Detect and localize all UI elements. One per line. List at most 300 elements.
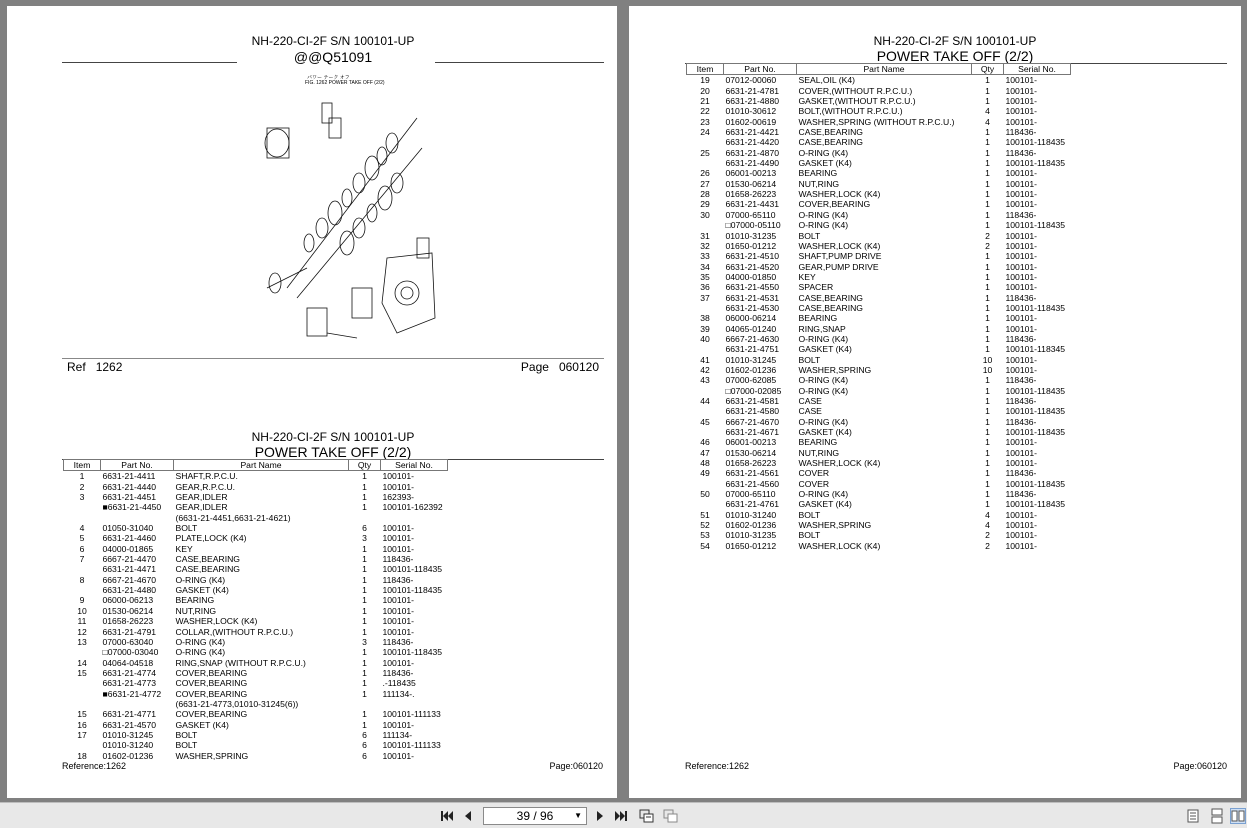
- left-header-code: @@Q51091: [293, 49, 373, 65]
- row-part-no: [101, 513, 174, 523]
- table-row: [687, 344, 1071, 354]
- single-page-icon[interactable]: [1185, 808, 1201, 824]
- row-serial-no: 100101-: [1005, 313, 1038, 324]
- row-part-no: 6631-21-4451: [102, 492, 157, 503]
- row-item: 15: [77, 667, 87, 678]
- row-serial-no: 100101-: [382, 471, 415, 482]
- row-item: [687, 406, 724, 416]
- row-item: 1: [79, 471, 85, 482]
- row-part-name: O-RING (K4): [175, 636, 226, 647]
- row-part-name: WASHER,LOCK (K4): [798, 540, 881, 551]
- row-serial-no: 118436-: [1005, 489, 1037, 500]
- header-rule-left: [62, 62, 237, 63]
- row-item: [64, 699, 101, 709]
- row-part-name: GEAR,IDLER: [175, 502, 228, 513]
- row-serial-no: 100101-: [1005, 520, 1038, 531]
- row-qty: 1: [362, 678, 367, 689]
- table-row: [64, 647, 448, 657]
- table-row: [687, 96, 1071, 106]
- row-serial-no: 100101-: [382, 719, 415, 730]
- table-row: [64, 658, 448, 668]
- row-qty: 1: [985, 396, 990, 406]
- table-row: [687, 365, 1071, 375]
- row-serial-no: 100101-118435: [1005, 158, 1066, 169]
- row-qty: 6: [362, 750, 367, 761]
- row-part-no: 6631-21-4561: [725, 468, 780, 479]
- table-row: [64, 627, 448, 637]
- row-item: 31: [700, 230, 710, 241]
- row-item: 49: [700, 468, 710, 479]
- row-part-name: O-RING (K4): [175, 647, 226, 658]
- row-item: 29: [700, 199, 710, 210]
- row-item: [687, 220, 724, 230]
- row-part-name: CASE,BEARING: [798, 292, 863, 303]
- chevron-down-icon: ▼: [574, 811, 582, 820]
- row-part-name: COVER,BEARING: [175, 688, 248, 699]
- row-part-no: 01010-30612: [725, 106, 777, 117]
- col-serial-no: Serial No.: [381, 460, 448, 471]
- row-item: 38: [700, 313, 710, 324]
- row-serial-no: 100101-: [1005, 509, 1038, 520]
- row-serial-no: 100101-: [1005, 540, 1038, 551]
- row-item: 44: [700, 396, 710, 406]
- row-qty: 1: [985, 85, 990, 96]
- row-part-name: CASE,BEARING: [798, 302, 863, 313]
- table-row: [687, 303, 1071, 313]
- row-part-no: 6631-21-4671: [725, 427, 780, 438]
- row-part-no: 6631-21-4781: [725, 85, 780, 96]
- row-item: 28: [700, 189, 710, 200]
- row-qty: 1: [985, 292, 990, 303]
- row-serial-no: 100101-: [1005, 96, 1038, 107]
- row-part-name: COVER: [798, 468, 830, 479]
- table-row: [64, 575, 448, 585]
- left-footer-page: Page:060120: [549, 761, 603, 771]
- row-part-no: 07000-62085: [725, 375, 777, 386]
- row-item: 30: [700, 209, 710, 220]
- ref-bar-left: [67, 360, 122, 374]
- row-item: 33: [700, 251, 710, 262]
- row-item: 9: [79, 595, 85, 606]
- row-item: 2: [79, 481, 85, 492]
- row-serial-no: 100101-: [1005, 199, 1038, 210]
- col-item: Item: [687, 64, 724, 75]
- row-part-name: KEY: [175, 543, 193, 554]
- row-item: 47: [700, 447, 710, 458]
- row-qty: 1: [985, 427, 990, 438]
- row-part-name: SEAL,OIL (K4): [798, 75, 856, 86]
- table-row: [64, 709, 448, 719]
- row-part-no: 01658-26223: [725, 458, 777, 469]
- facing-pages-icon[interactable]: [1209, 808, 1225, 824]
- row-item: 46: [700, 437, 710, 448]
- table-row: [687, 541, 1071, 551]
- row-part-name: COVER,BEARING: [175, 667, 248, 678]
- row-serial-no: 118436-: [1005, 127, 1037, 138]
- table-row: [687, 489, 1071, 499]
- row-item: 8: [79, 574, 85, 585]
- row-qty: 2: [985, 230, 990, 241]
- row-qty: 1: [362, 564, 367, 575]
- row-item: 20: [700, 85, 710, 96]
- row-serial-no: 100101-: [382, 481, 415, 492]
- row-part-name: SPACER: [798, 282, 834, 293]
- row-item: 39: [700, 323, 710, 334]
- row-part-no: ■6631-21-4450: [102, 502, 162, 513]
- row-part-name: GASKET (K4): [175, 719, 229, 730]
- table-row: [64, 585, 448, 595]
- row-part-no: 6631-21-4460: [102, 533, 157, 544]
- figure-caption: FIG. 1262 POWER TAKE OFF (2/2): [305, 80, 385, 86]
- row-part-no: 6631-21-4520: [725, 261, 780, 272]
- right-footer-page: Page:060120: [1173, 761, 1227, 771]
- row-qty: 1: [362, 709, 367, 720]
- table-row: [687, 313, 1071, 323]
- row-part-no: 6631-21-4581: [725, 396, 780, 406]
- row-qty: 6: [362, 523, 367, 534]
- row-qty: 1: [362, 657, 367, 668]
- row-part-name: GASKET (K4): [798, 158, 852, 169]
- row-part-name: O-RING (K4): [798, 220, 849, 231]
- row-item: 21: [700, 96, 710, 107]
- row-part-no: [101, 699, 174, 709]
- row-serial-no: 100101-: [1005, 168, 1038, 179]
- row-serial-no: 100101-118435: [1005, 220, 1066, 231]
- row-part-no: 6631-21-4870: [725, 147, 780, 158]
- table-row: [687, 241, 1071, 251]
- row-qty: 1: [362, 626, 367, 637]
- row-part-no: □07000-03040: [102, 647, 159, 658]
- row-serial-no: 100101-: [382, 523, 415, 534]
- row-part-name: BOLT: [798, 354, 821, 365]
- row-serial-no: 100101-: [1005, 251, 1038, 262]
- col-serial-no: Serial No.: [1004, 64, 1071, 75]
- row-serial-no: 100101-118435: [382, 647, 443, 658]
- row-item: 10: [77, 605, 87, 616]
- col-qty: Qty: [349, 460, 381, 471]
- row-part-name: CASE,BEARING: [175, 564, 240, 575]
- row-part-name: RING,SNAP: [798, 323, 846, 334]
- row-part-no: 6631-21-4510: [725, 251, 780, 262]
- row-item: 6: [79, 543, 85, 554]
- table-row: [687, 86, 1071, 96]
- row-part-name: O-RING (K4): [798, 375, 849, 386]
- row-serial-no: 100101-: [1005, 178, 1038, 189]
- left-parts-table: [63, 459, 448, 761]
- row-part-no: 6631-21-4771: [102, 709, 157, 720]
- last-page-icon[interactable]: [613, 808, 629, 824]
- row-item: 26: [700, 168, 710, 179]
- row-part-no: 6631-21-4420: [725, 137, 780, 148]
- table-row: [64, 544, 448, 554]
- table-row: [64, 564, 448, 574]
- row-serial-no: 100101-: [1005, 530, 1038, 541]
- row-serial-no: 100101-: [1005, 354, 1038, 365]
- side-by-side-icon[interactable]: [1230, 808, 1246, 824]
- row-part-name: WASHER,LOCK (K4): [798, 189, 881, 200]
- row-item: 43: [700, 375, 710, 386]
- row-part-no: 01658-26223: [725, 189, 777, 200]
- row-part-name: RING,SNAP (WITHOUT R.P.C.U.): [175, 657, 306, 668]
- row-part-no: □07000-05110: [725, 220, 781, 231]
- row-serial-no: 118436-: [1005, 416, 1037, 427]
- row-serial-no: 100101-118435: [382, 585, 443, 596]
- row-part-no: 6631-21-4570: [102, 719, 157, 730]
- row-item: 19: [700, 75, 710, 86]
- row-part-name: WASHER,LOCK (K4): [175, 616, 258, 627]
- row-qty: 1: [362, 585, 367, 596]
- row-part-name: NUT,RING: [175, 605, 217, 616]
- row-part-no: 6667-21-4670: [102, 574, 157, 585]
- row-serial-no: 100101-: [1005, 458, 1038, 469]
- table-row: [687, 148, 1071, 158]
- row-part-no: 04000-01865: [102, 543, 154, 554]
- table-row: [687, 251, 1071, 261]
- row-qty: 1: [985, 416, 990, 427]
- table-row: [687, 117, 1071, 127]
- row-qty: 1: [985, 478, 990, 489]
- row-item: 52: [700, 520, 710, 531]
- row-item: [64, 513, 101, 523]
- row-part-name: WASHER,SPRING: [175, 750, 249, 761]
- row-serial-no: 100101-118435: [382, 564, 443, 575]
- row-item: 4: [79, 523, 85, 534]
- row-item: [687, 158, 724, 168]
- right-footer-reference: Reference:1262: [685, 761, 750, 771]
- row-part-no: 01650-01212: [725, 240, 777, 251]
- col-item: Item: [64, 460, 101, 471]
- row-serial-no: 100101-: [382, 626, 415, 637]
- table-row: [687, 530, 1071, 540]
- row-item: 34: [700, 261, 710, 272]
- next-page-icon[interactable]: [592, 808, 608, 824]
- row-part-name: BOLT: [175, 729, 198, 740]
- row-part-no: 07012-00060: [725, 75, 777, 86]
- table-row: [64, 699, 448, 709]
- table-row: [687, 448, 1071, 458]
- row-item: 15: [77, 709, 87, 720]
- row-qty: 1: [985, 406, 990, 417]
- row-part-no: 6631-21-4761: [725, 499, 780, 510]
- row-part-no: 6631-21-4411: [102, 471, 156, 482]
- row-serial-no: 118436-: [1005, 333, 1037, 344]
- row-item: 14: [77, 657, 87, 668]
- table-row: [687, 386, 1071, 396]
- row-item: 35: [700, 271, 710, 282]
- row-qty: 1: [362, 688, 367, 699]
- table-row: [64, 678, 448, 688]
- row-qty: 1: [985, 313, 990, 324]
- row-serial-no: 118436-: [1005, 292, 1037, 303]
- table-row: [687, 396, 1071, 406]
- row-item: 5: [79, 533, 85, 544]
- row-part-no: 6631-21-4530: [725, 302, 780, 313]
- row-part-no: 6667-21-4670: [725, 416, 780, 427]
- row-part-name: GASKET (K4): [798, 344, 852, 355]
- table-row: [687, 210, 1071, 220]
- row-serial-no: 100101-: [1005, 85, 1038, 96]
- row-item: 3: [79, 492, 85, 503]
- table-row: [687, 293, 1071, 303]
- row-serial-no: 100101-: [1005, 240, 1038, 251]
- row-serial-no: 100101-118345: [1005, 344, 1066, 355]
- row-qty: [349, 699, 381, 709]
- row-part-no: 01658-26223: [102, 616, 154, 627]
- row-serial-no: 118436-: [382, 574, 414, 585]
- row-serial-no: 100101-162392: [382, 502, 443, 513]
- row-serial-no: 162393-: [382, 492, 415, 503]
- table-row: [64, 740, 448, 750]
- row-item: 13: [77, 636, 87, 647]
- row-serial-no: 100101-118435: [1005, 385, 1066, 396]
- row-part-name: GASKET (K4): [798, 427, 852, 438]
- row-qty: 1: [985, 333, 990, 344]
- row-serial-no: 118436-: [1005, 209, 1037, 220]
- row-serial-no: 100101-: [1005, 437, 1038, 448]
- row-qty: 1: [985, 75, 990, 86]
- table-row: [687, 272, 1071, 282]
- two-page-view-icon[interactable]: [639, 808, 655, 824]
- row-part-no: 01530-06214: [725, 447, 777, 458]
- row-qty: 1: [985, 137, 990, 148]
- row-qty: 1: [362, 492, 367, 503]
- row-qty: 1: [362, 554, 367, 565]
- row-item: 53: [700, 530, 710, 541]
- row-qty: 1: [985, 158, 990, 169]
- row-item: 7: [79, 554, 85, 565]
- row-part-name: BEARING: [798, 168, 838, 179]
- row-part-no: 6631-21-4440: [102, 481, 157, 492]
- figure-kana: パワー テーク オフ: [307, 75, 350, 81]
- row-item: [687, 427, 724, 437]
- row-serial-no: 100101-111133: [382, 740, 441, 751]
- table-row: [687, 479, 1071, 489]
- row-part-name: COVER: [798, 478, 830, 489]
- row-qty: 1: [362, 502, 367, 513]
- row-serial-no: 100101-118435: [1005, 499, 1066, 510]
- table-row: [687, 127, 1071, 137]
- row-part-name: CASE,BEARING: [175, 554, 240, 565]
- row-part-name: NUT,RING: [798, 178, 840, 189]
- table-row: [687, 458, 1071, 468]
- row-qty: 6: [362, 740, 367, 751]
- row-serial-no: 118436-: [382, 636, 414, 647]
- page-indicator: 39 / 96: [516, 809, 554, 823]
- table-row: [687, 137, 1071, 147]
- row-qty: 6: [362, 729, 367, 740]
- row-item: [687, 479, 724, 489]
- row-part-name: BOLT: [798, 230, 821, 241]
- diagram-drawing: [247, 88, 437, 358]
- row-part-no: 6631-21-4490: [725, 158, 780, 169]
- table-row: [687, 220, 1071, 230]
- row-part-no: 01050-31040: [102, 523, 154, 534]
- row-item: 27: [700, 178, 710, 189]
- row-qty: 1: [362, 647, 367, 658]
- table-row: [64, 554, 448, 564]
- row-part-name: BOLT,(WITHOUT R.P.C.U.): [798, 106, 903, 117]
- right-parts-table: [686, 63, 1071, 551]
- row-serial-no: 100101-: [1005, 271, 1038, 282]
- row-part-no: 01010-31245: [725, 354, 777, 365]
- row-serial-no: 100101-: [382, 616, 415, 627]
- right-page-title: POWER TAKE OFF (2/2): [876, 48, 1034, 64]
- row-part-no: 6667-21-4630: [725, 333, 780, 344]
- left-header-model: NH-220-CI-2F S/N 100101-UP: [251, 34, 415, 48]
- row-part-name: GASKET (K4): [175, 585, 229, 596]
- row-item: 11: [77, 616, 87, 627]
- row-item: 25: [700, 147, 710, 158]
- row-qty: 1: [362, 605, 367, 616]
- row-part-name: WASHER,SPRING (WITHOUT R.P.C.U.): [798, 116, 955, 127]
- row-qty: 1: [362, 471, 367, 482]
- row-qty: 1: [985, 375, 990, 386]
- row-item: 12: [77, 626, 87, 637]
- row-part-name: COVER,BEARING: [175, 678, 248, 689]
- row-serial-no: 100101-: [1005, 447, 1038, 458]
- row-part-name: CASE: [798, 396, 822, 406]
- row-part-name: O-RING (K4): [798, 489, 849, 500]
- ref-bar-right: [521, 360, 599, 374]
- row-part-name: BOLT: [175, 523, 198, 534]
- row-serial-no: [381, 513, 448, 523]
- row-qty: 4: [985, 116, 990, 127]
- row-part-name: (6631-21-4451,6631-21-4621): [175, 512, 291, 523]
- table-row: [64, 502, 448, 512]
- row-serial-no: 100101-: [382, 543, 415, 554]
- table-row: [687, 199, 1071, 209]
- row-part-name: GEAR,PUMP DRIVE: [798, 261, 879, 272]
- row-qty: 1: [985, 168, 990, 179]
- table-row: [687, 106, 1071, 116]
- page-label: Page: [520, 360, 549, 374]
- row-part-name: WASHER,LOCK (K4): [798, 240, 881, 251]
- row-part-name: O-RING (K4): [798, 416, 849, 427]
- row-qty: 1: [985, 489, 990, 500]
- row-part-name: O-RING (K4): [798, 333, 849, 344]
- continuous-view-icon[interactable]: [663, 808, 679, 824]
- row-part-no: 6667-21-4470: [102, 554, 157, 565]
- table-row: [64, 482, 448, 492]
- row-item: [687, 344, 724, 354]
- row-part-name: BEARING: [175, 595, 215, 606]
- row-item: [64, 585, 101, 595]
- table-row: [687, 417, 1071, 427]
- row-part-no: 6631-21-4531: [725, 292, 780, 303]
- table-row: [687, 406, 1071, 416]
- prev-page-icon[interactable]: [460, 808, 476, 824]
- row-part-no: 06001-00213: [725, 168, 777, 179]
- row-qty: 1: [985, 96, 990, 107]
- row-qty: 1: [985, 344, 990, 355]
- row-part-no: 6631-21-4431: [725, 199, 780, 210]
- page-number-select[interactable]: [483, 807, 587, 825]
- row-part-name: CASE,BEARING: [798, 127, 863, 138]
- col-part-no: Part No.: [101, 460, 174, 471]
- row-serial-no: 100101-: [382, 750, 415, 761]
- row-serial-no: 100101-: [1005, 261, 1038, 272]
- row-serial-no: 100101-: [382, 595, 415, 606]
- row-qty: 1: [985, 385, 990, 396]
- row-part-name: COVER,BEARING: [175, 709, 248, 720]
- row-item: [687, 303, 724, 313]
- row-qty: 1: [985, 127, 990, 138]
- table-row: [687, 179, 1071, 189]
- row-item: [687, 386, 724, 396]
- row-serial-no: [381, 699, 448, 709]
- first-page-icon[interactable]: [439, 808, 455, 824]
- row-part-no: 01530-06214: [725, 178, 777, 189]
